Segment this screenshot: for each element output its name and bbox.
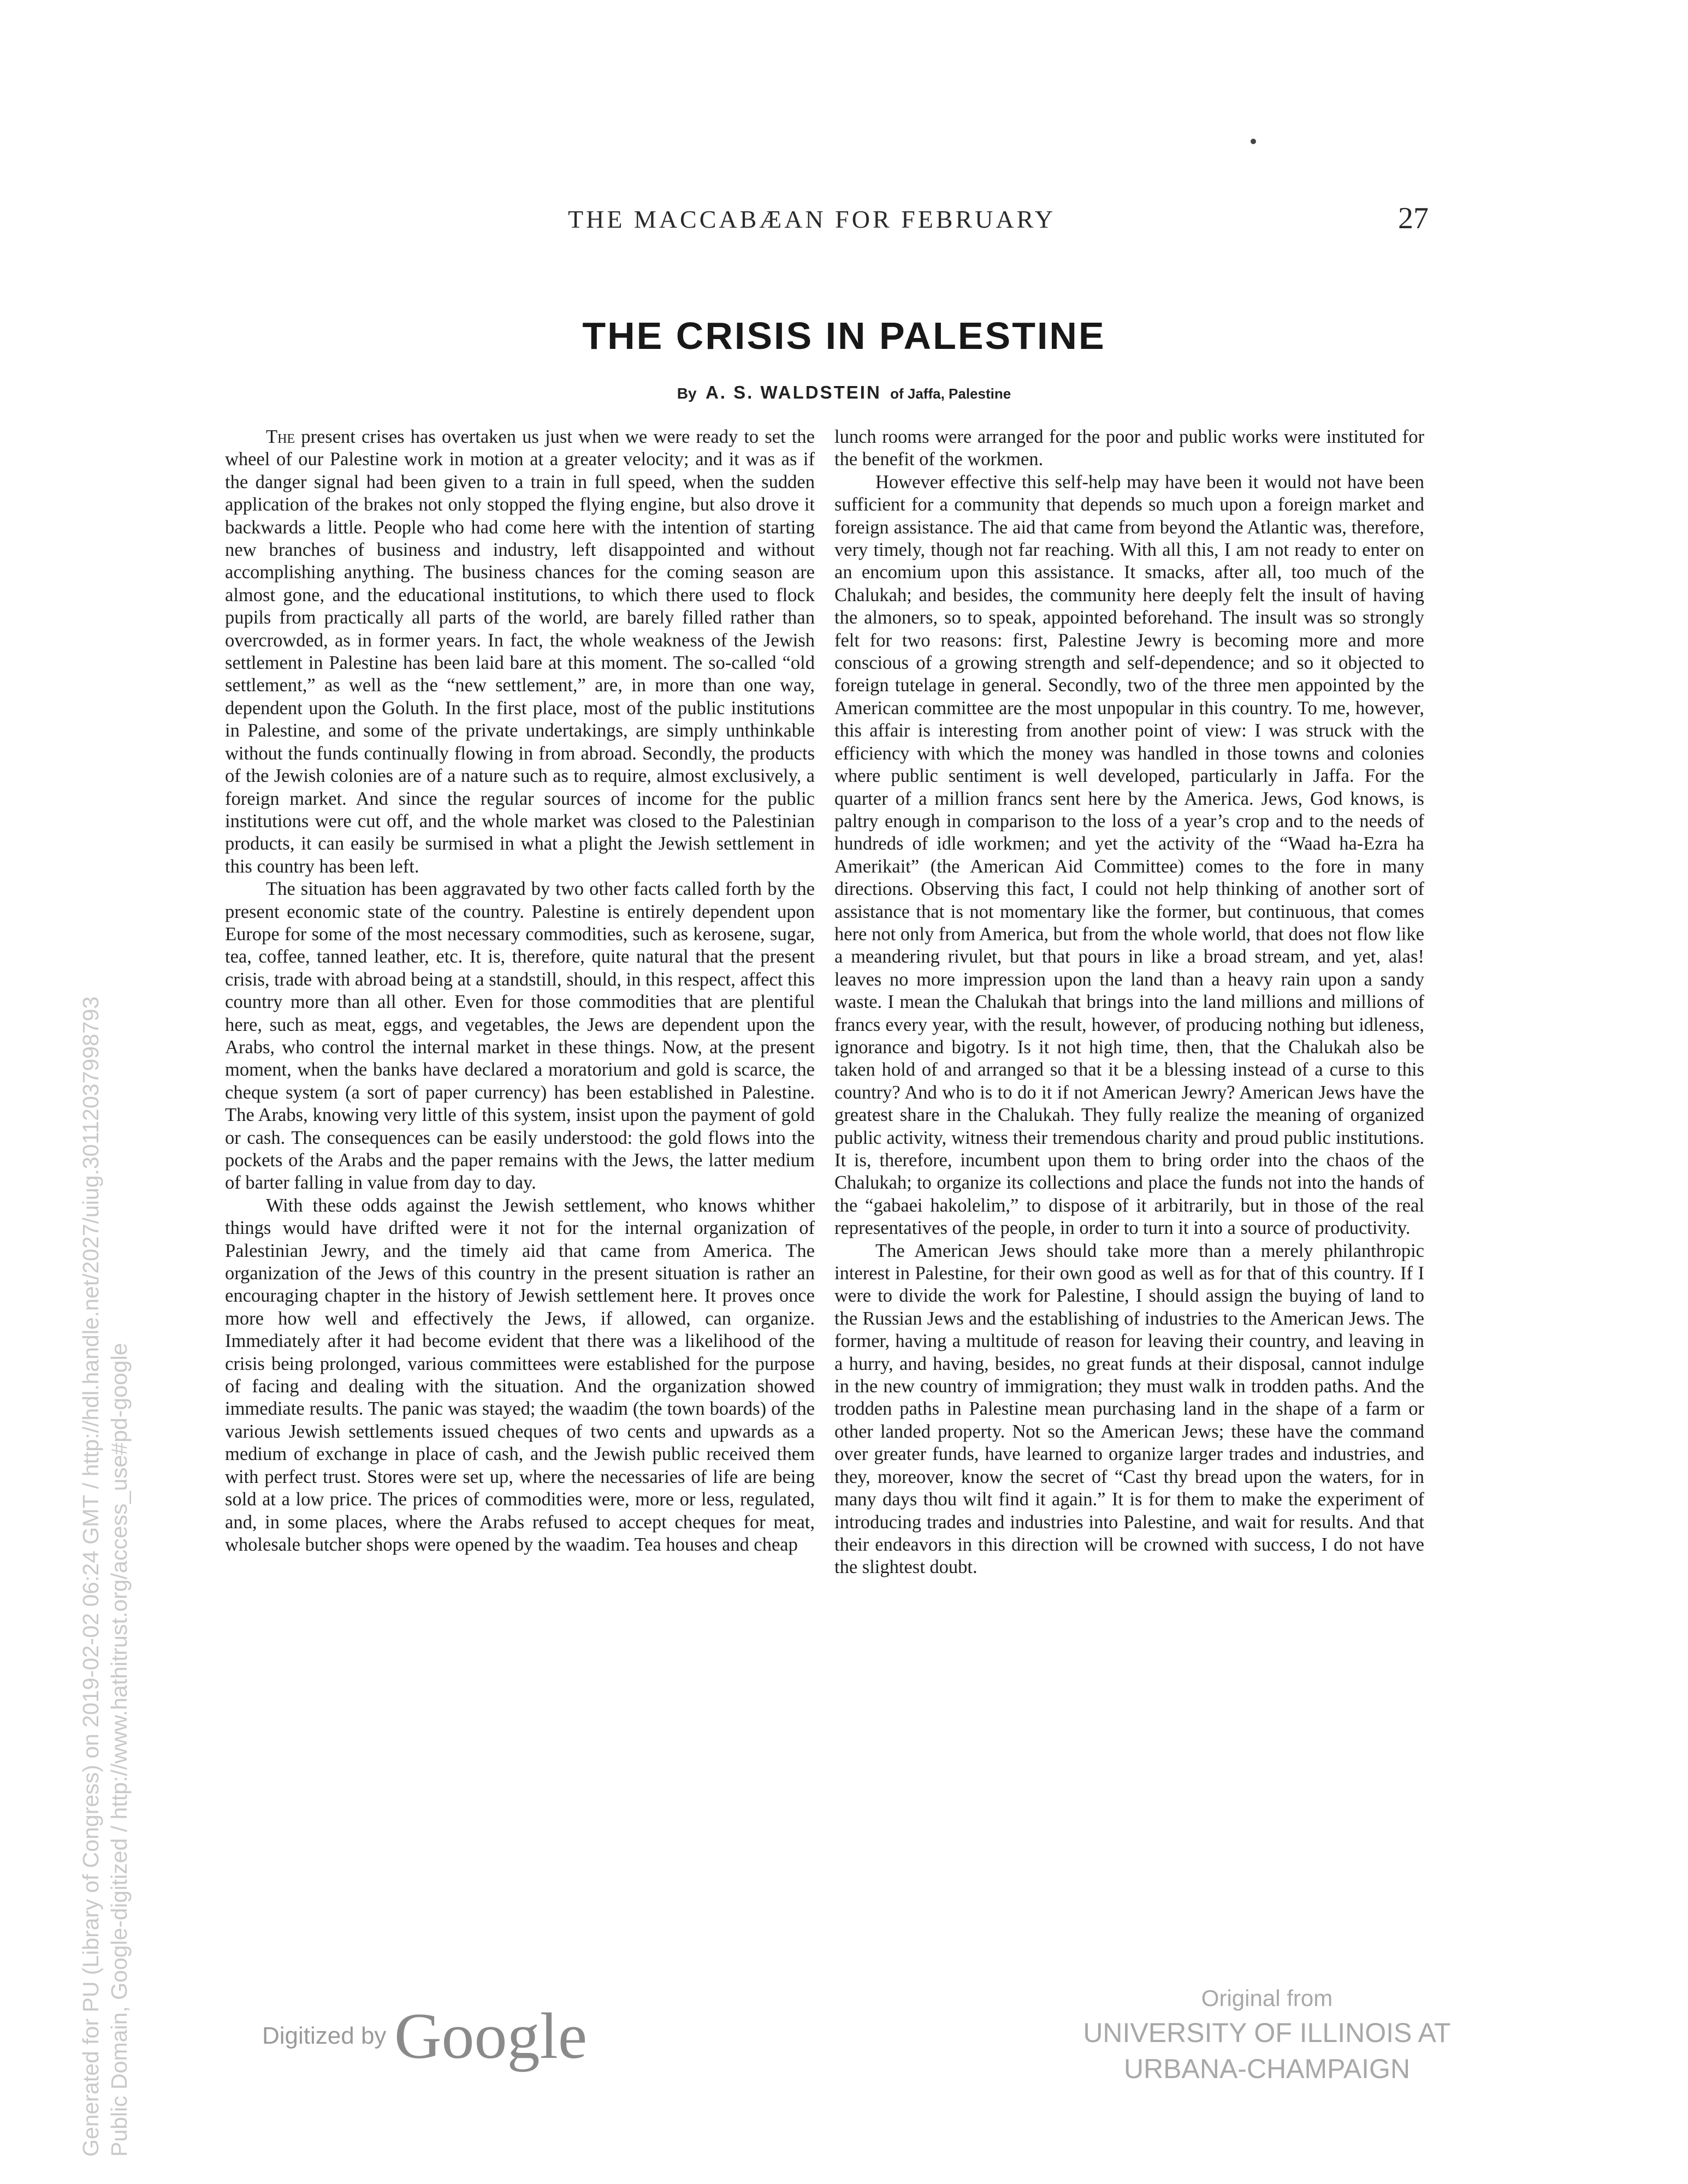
google-logo: Google <box>394 1999 588 2072</box>
paragraph <box>225 426 815 878</box>
paragraph: The situation has been aggravated by two other facts called forth by the present economic state of the country. Palestine is entirely dependent upon Europe for some of the most necessary commodities, such as kerosene, sugar, tea, coffee, tanned leather, etc. It is, therefore, quite natural that the present crisis, trade with abroad being at a standstill, should, in this respect, affect this country more than all other. Even for those commodities that are plentiful here, such as meat, eggs, and vegetables, the Jews are dependent upon the Arabs, who control the internal market in these things. Now, at the present moment, when the banks have declared a moratorium and gold is scarce, the cheque system (a sort of paper currency) has been established in Palestine. The Arabs, knowing very little of this system, insist upon the payment of gold or cash. The consequences can be easily understood: the gold flows into the pockets of the Arabs and the paper remains with the Jews, the latter medium of barter falling in value from day to day. <box>225 879 815 1194</box>
article-title: THE CRISIS IN PALESTINE <box>582 314 1106 357</box>
paragraph: However effective this self-help may have been it would not have been sufficient for a community that depends so much upon a foreign market and foreign assistance. The aid that came from beyond the Atlantic was, therefore, very timely, though not far reaching. With all this, I am not ready to enter on an encomium upon this assistance. It smacks, after all, too much of the Chalukah; and besides, the community here deeply felt the insult of having the almoners, so to speak, appointed beforehand. The insult was so strongly felt for two reasons: first, Palestine Jewry is becoming more and more conscious of a growing strength and self-dependence; and so it objected to foreign tutelage in general. Secondly, two of the three men appointed by the American committee are the most unpopular in this country. To me, however, this affair is interesting from another point of view: I was struck with the efficiency with which the money was handled in those towns and colonies where public sentiment is well developed, particularly in Jaffa. For the quarter of a million francs sent here by the America. Jews, God knows, is paltry enough in comparison to the loss of a year’s crop and to the needs of hundreds of idle workmen; and yet the activity of the “Waad ha-Ezra ha Amerikait” (the American Aid Committee) comes to the fore in many directions. Observing this fact, I could not help thinking of another sort of assistance that is not momentary like the former, but continuous, that comes here not only from America, but from the whole world, that does not flow like a meandering rivulet, but that pours in like a broad stream, and yet, alas! leaves no more impression upon the land than a heavy rain upon a sandy waste. I mean the Chalukah that brings into the land millions and millions of francs every year, with the result, however, of producing nothing but idleness, ignorance and bigotry. Is it not high time, then, that the Chalukah also be taken hold of and arranged so that it be a blessing instead of a curse to this country? And who is to do it if not American Jewry? American Jews have the greatest share in the Chalukah. They fully realize the meaning of organized public activity, witness their tremendous charity and proud public institutions. It is, therefore, incumbent upon them to bring order into the chaos of the Chalukah; to organize its collections and place the funds not into the hands of the “gabaei hakolelim,” to dispose of it arbitrarily, but in those of the real representatives of the people, in order to turn it into a source of productivity. <box>834 471 1424 1239</box>
right-column <box>834 426 1424 1579</box>
original-from-label: Original from <box>1201 1985 1333 2011</box>
byline-author: A. S. WALDSTEIN <box>705 382 881 402</box>
paragraph: The American Jews should take more than a merely philanthropic interest in Palestine, for their own good as well as for that of this country. If I were to divide the work for Palestine, I should assign the buying of land to the Russian Jews and the establishing of industries to the American Jews. The former, having a multitude of reason for leaving their country, and leaving in a hurry, and having, besides, no great funds at their disposal, cannot indulge in the new country of immigration; they must walk in trodden paths. And the trodden paths in Palestine mean purchasing land in the shape of a farm or other landed property. Not so the American Jews; these have the command over greater funds, have learned to organize larger trades and industries, and they, moreover, know the secret of “Cast thy bread upon the waters, for in many days thou wilt find it again.” It is for them to make the experiment of introducing trades and industries into Palestine, and wait for results. And that their endeavors in this direction will be crowned with success, I do not have the slightest doubt. <box>834 1240 1424 1578</box>
paragraph-continued: lunch rooms were arranged for the poor and public works were instituted for the benefit of the workmen. <box>834 426 1424 470</box>
digitized-by-google <box>262 1998 587 2074</box>
stamp-line: Generated for PU (Library of Congress) on 2019-02-02 06:24 GMT / http://hdl.handle.net/2027/uiug.30112037998793 <box>78 996 103 2157</box>
byline-by: By <box>677 385 697 402</box>
left-column <box>225 426 815 1556</box>
university-line: UNIVERSITY OF ILLINOIS AT <box>1083 2017 1451 2048</box>
paragraph: With these odds against the Jewish settlement, who knows whither things would have drifted were it not for the internal organization of Palestinian Jewry, and the timely aid that came from America. The organization of the Jews of this country in the present situation is rather an encouraging chapter in the history of Jewish settlement here. It proves once more how well and effectively the Jews, if allowed, can organize. Immediately after it had become evident that there was a likelihood of the crisis being prolonged, various committees were established for the purpose of facing and dealing with the situation. And the organization showed immediate results. The panic was stayed; the waadim (the town boards) of the various Jewish settlements issued cheques of two cents and upwards as a medium of exchange in place of cash, and the Jewish public received them with perfect trust. Stores were set up, where the necessaries of life are being sold at a low price. The prices of commodities were, more or less, regulated, and, in some places, where the Arabs refused to accept cheques for meat, wholesale butcher shops were opened by the waadim. Tea houses and cheap <box>225 1195 815 1555</box>
hathitrust-margin-stamp <box>76 996 133 2157</box>
page-number: 27 <box>1398 201 1429 235</box>
university-line: URBANA-CHAMPAIGN <box>1123 2054 1411 2084</box>
digitized-label: Digitized by <box>262 2022 387 2049</box>
stamp-line: Public Domain, Google-digitized / http://www.hathitrust.org/access_use#pd-google <box>106 1343 132 2157</box>
original-from <box>1070 1982 1464 2087</box>
lead-word: The <box>266 426 295 447</box>
scan-speck <box>1251 139 1256 144</box>
byline-place: of Jaffa, Palestine <box>890 385 1011 402</box>
running-head: THE MACCABÆAN FOR FEBRUARY <box>568 205 1056 233</box>
byline <box>0 382 1688 403</box>
paragraph-text: present crises has overtaken us just when we were ready to set the wheel of our Palestine work in motion at a greater velocity; and it was as if the danger signal had been given to a train in full speed, when the sudden application of the brakes not only stopped the flying engine, but also drove it backwards a little. People who had come here with the intention of starting new branches of business and industry, left disappointed and without accomplishing anything. The business chances for the coming season are almost gone, and the educational institutions, to which there used to flock pupils from practically all parts of the world, are barely filled rather than overcrowded, as in former years. In fact, the whole weakness of the Jewish settlement in Palestine has been laid bare at this moment. The so-called “old settlement,” as well as the “new settlement,” are, in more than one way, dependent upon the Goluth. In the first place, most of the public institutions in Palestine, and some of the private undertakings, are simply unthinkable without the funds continually flowing in from abroad. Secondly, the products of the Jewish colonies are of a nature such as to require, almost exclusively, a foreign market. And since the regular sources of income for the public institutions were cut off, and the whole market was closed to the Palestinian products, it can easily be surmised in what a plight the Jewish settlement in this country has been left. <box>225 426 815 877</box>
